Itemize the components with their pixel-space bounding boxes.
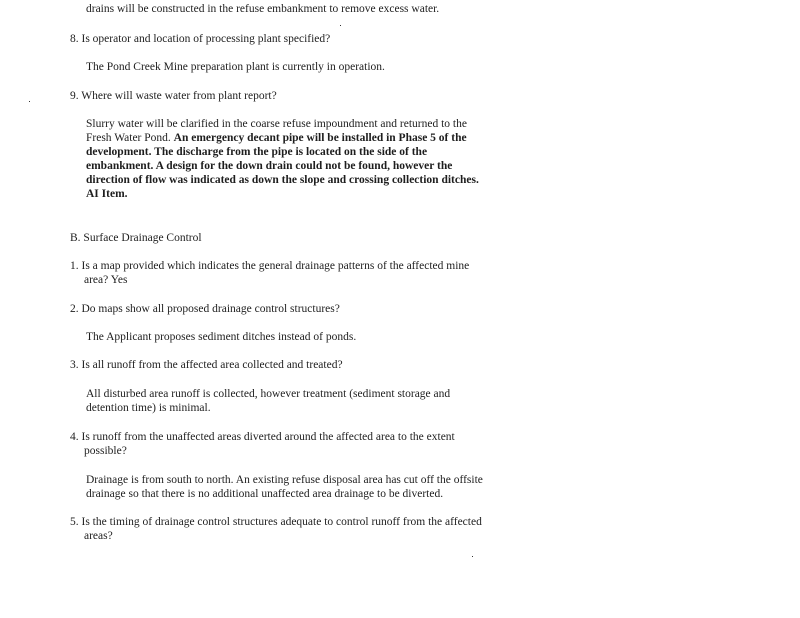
answer-8: The Pond Creek Mine preparation plant is currently in operation.	[86, 61, 385, 73]
section-b-title: B. Surface Drainage Control	[70, 232, 202, 244]
answer-9-ai-item: AI Item.	[86, 188, 128, 200]
question-b5-line-1: 5. Is the timing of drainage control structures adequate to control runoff from the affected	[70, 516, 482, 528]
answer-b2: The Applicant proposes sediment ditches instead of ponds.	[86, 331, 357, 343]
answer-9-bold-line: development. The discharge from the pipe is located on the side of the	[86, 146, 428, 158]
answer-9-line-2	[86, 131, 467, 145]
answer-b3-line-1: All disturbed area runoff is collected, however treatment (sediment storage and	[86, 388, 451, 400]
intro-text: drains will be constructed in the refuse embankment to remove excess water.	[86, 3, 440, 15]
scan-speck	[472, 556, 473, 557]
scan-speck	[340, 25, 341, 26]
question-b1-line-1: 1. Is a map provided which indicates the general drainage patterns of the affected mine	[70, 260, 470, 272]
question-9: 9. Where will waste water from plant report?	[70, 90, 277, 102]
question-b3: 3. Is all runoff from the affected area collected and treated?	[70, 359, 343, 371]
question-b4-line-1: 4. Is runoff from the unaffected areas diverted around the affected area to the extent	[70, 431, 455, 443]
answer-9-bold-line: direction of flow was indicated as down the slope and crossing collection ditches.	[86, 174, 479, 186]
question-b4-line-2: possible?	[84, 445, 127, 457]
answer-9-line-2-bold: An emergency decant pipe will be installed in Phase 5 of the	[173, 132, 467, 144]
answer-9-bold-line: embankment. A design for the down drain could not be found, however the	[86, 160, 453, 172]
question-8: 8. Is operator and location of processing plant specified?	[70, 33, 331, 45]
answer-9-line-2-plain: Fresh Water Pond.	[86, 132, 174, 144]
scan-speck	[29, 101, 30, 102]
answer-b3-line-2: detention time) is minimal.	[86, 402, 211, 414]
answer-b4-line-2: drainage so that there is no additional unaffected area drainage to be diverted.	[86, 488, 444, 500]
question-b2: 2. Do maps show all proposed drainage control structures?	[70, 303, 340, 315]
answer-9-line-1: Slurry water will be clarified in the coarse refuse impoundment and returned to the	[86, 118, 467, 130]
question-b1-line-2: area? Yes	[84, 274, 128, 286]
question-b5-line-2: areas?	[84, 530, 113, 542]
answer-b4-line-1: Drainage is from south to north. An existing refuse disposal area has cut off the offsite	[86, 474, 483, 486]
